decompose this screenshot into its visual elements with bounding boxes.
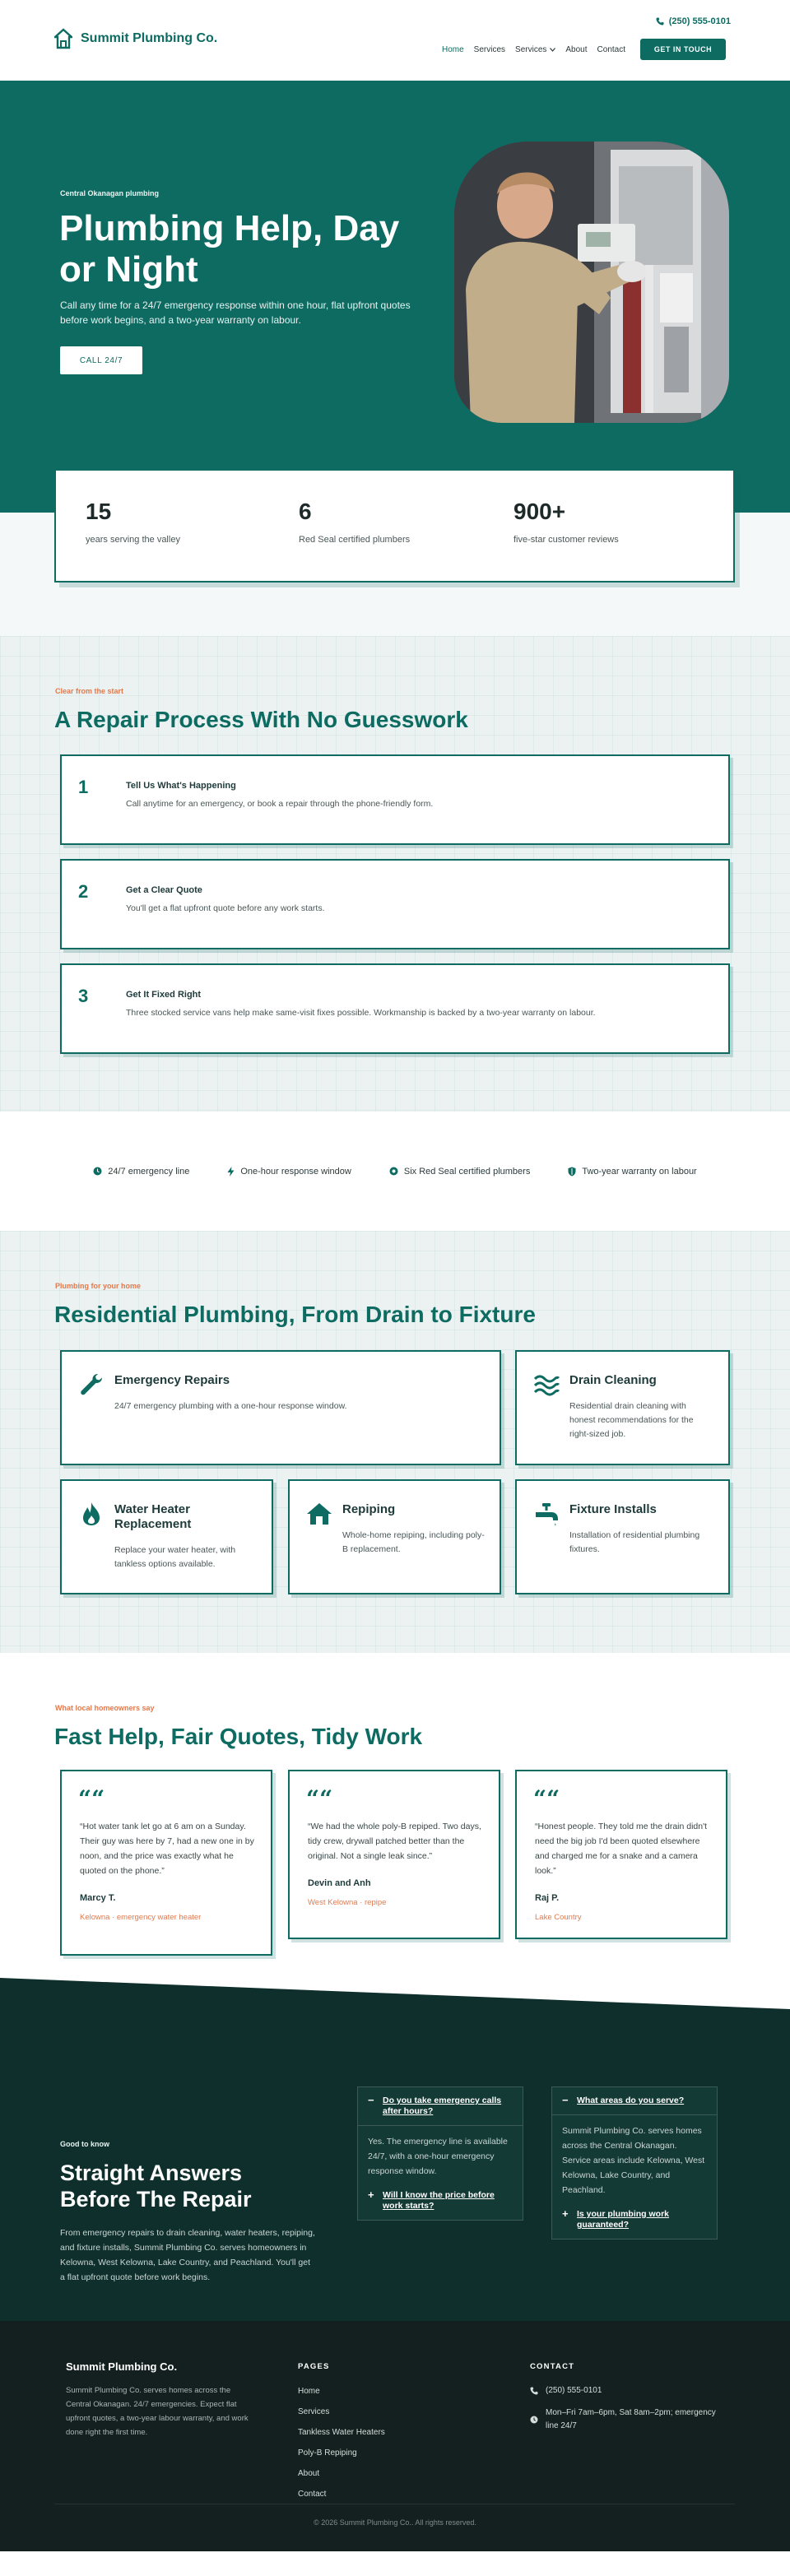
main-nav (442, 45, 625, 54)
plumber-illustration (454, 142, 729, 423)
stat-plumbers (299, 499, 410, 545)
process-kicker: Clear from the start (55, 687, 124, 695)
nav-contact[interactable]: Contact (597, 45, 625, 54)
plus-icon: + (368, 2188, 374, 2201)
feature-label: Six Red Seal certified plumbers (403, 1166, 531, 1177)
footer-brand: Summit Plumbing Co. (66, 2360, 178, 2373)
service-text: Installation of residential plumbing fixtures. (569, 1530, 700, 1554)
feature-label: Two-year warranty on labour (582, 1166, 697, 1177)
stat-number: 6 (299, 499, 312, 524)
faq-question-text: Will I know the price before work starts? (383, 2190, 495, 2211)
testimonial-meta: Lake Country (535, 1913, 582, 1922)
services-title: Residential Plumbing, From Drain to Fixture (54, 1302, 536, 1327)
faq-item[interactable] (357, 2086, 523, 2188)
nav-services[interactable]: Services (473, 45, 506, 54)
testimonial-quote: “We had the whole poly-B repiped. Two days, tidy crew, drywall patched better than the original. Not a single leak since.” (308, 1822, 481, 1861)
house-icon (306, 1501, 332, 1527)
testimonials-kicker: What local homeowners say (55, 1704, 155, 1712)
footer-about: Summit Plumbing Co. serves homes across the Central Okanagan. 24/7 emergencies. Expect flat upfront quotes, a two-year labour warranty, and work done right the first time. (66, 2386, 249, 2437)
footer-link-contact[interactable]: Contact (298, 2490, 327, 2499)
service-card-repiping[interactable] (288, 1479, 501, 1594)
services-kicker: Plumbing for your home (55, 1282, 142, 1290)
service-card-water-heater[interactable] (60, 1479, 273, 1594)
step-title: Tell Us What's Happening (126, 781, 236, 791)
nav-services-dropdown-label: Services (515, 45, 547, 54)
phone-icon (530, 2387, 538, 2395)
hero-section (0, 81, 790, 513)
testimonials-title: Fast Help, Fair Quotes, Tidy Work (54, 1724, 423, 1749)
footer-pages-heading: PAGES (298, 2362, 330, 2371)
stats-card (54, 469, 735, 583)
services-section (0, 1231, 790, 1653)
footer-hours (530, 2407, 727, 2433)
hero-kicker: Central Okanagan plumbing (60, 189, 160, 197)
stats-section (0, 499, 790, 636)
faq-item[interactable] (551, 2201, 718, 2239)
footer-link-services[interactable]: Services (298, 2407, 330, 2416)
chevron-down-icon (550, 48, 555, 52)
step-text: You'll get a flat upfront quote before any work starts. (126, 903, 325, 913)
feature-label: One-hour response window (240, 1166, 351, 1177)
service-text: Residential drain cleaning with honest recommendations for the right-sized job. (569, 1401, 694, 1439)
step-text: Three stocked service vans help make same-visit fixes possible. Workmanship is backed by a two-year warranty on labour. (126, 1008, 596, 1018)
faq-question[interactable] (552, 2201, 717, 2239)
plus-icon: + (562, 2207, 569, 2220)
faq-question-text: Is your plumbing work guaranteed? (577, 2209, 670, 2230)
service-title: Fixture Installs (569, 1502, 657, 1516)
service-card-fixtures[interactable] (515, 1479, 730, 1594)
service-text: 24/7 emergency plumbing with a one-hour response window. (114, 1401, 347, 1411)
faq-question-text: What areas do you serve? (577, 2096, 685, 2105)
bolt-icon (227, 1167, 235, 1177)
service-text: Replace your water heater, with tankless options available. (114, 1545, 236, 1569)
process-step (60, 754, 730, 845)
feature-item (227, 1167, 351, 1177)
testimonials-section (0, 1653, 790, 2019)
badge-icon (389, 1167, 398, 1176)
footer-phone-link[interactable] (530, 2384, 602, 2397)
step-number: 3 (78, 986, 89, 1006)
faq-answer: Yes. The emergency line is available 24/7, with a one-hour emergency response window. (358, 2125, 523, 2187)
phone-icon (656, 17, 664, 26)
footer-contact-heading: CONTACT (530, 2362, 575, 2371)
testimonial-card (60, 1770, 272, 1956)
site-header (0, 0, 790, 81)
stat-label: years serving the valley (86, 535, 180, 545)
testimonial-meta: West Kelowna · repipe (308, 1898, 387, 1907)
testimonial-card (515, 1770, 727, 1939)
faq-title: Straight Answers Before The Repair (60, 2161, 252, 2212)
section-divider (0, 1978, 790, 2021)
nav-home[interactable]: Home (441, 45, 464, 54)
faq-question-text: Do you take emergency calls after hours? (383, 2096, 502, 2116)
testimonial-quote: “Honest people. They told me the drain didn't need the big job I'd been quoted elsewhere and charged me for a snake and a camera look.” (535, 1822, 708, 1876)
service-title: Repiping (342, 1502, 396, 1516)
faq-question[interactable] (552, 2087, 717, 2114)
stat-label: five-star customer reviews (514, 535, 619, 545)
copyright: © 2026 Summit Plumbing Co.. All rights reserved. (314, 2518, 476, 2527)
call-button[interactable]: CALL 24/7 (60, 346, 142, 374)
faq-question[interactable] (358, 2087, 523, 2125)
testimonial-author: Raj P. (535, 1893, 560, 1903)
footer-link-tankless[interactable]: Tankless Water Heaters (298, 2428, 385, 2437)
get-in-touch-button[interactable]: GET IN TOUCH (640, 39, 726, 60)
stat-number: 15 (86, 499, 112, 524)
testimonial-meta: Kelowna · emergency water heater (80, 1913, 202, 1922)
feature-item (389, 1167, 530, 1177)
testimonial-author: Marcy T. (80, 1893, 116, 1903)
hero-title: Plumbing Help, Day or Night (59, 208, 400, 290)
feature-item (568, 1167, 696, 1177)
hero-photo-plumber (454, 142, 729, 423)
service-title: Emergency Repairs (114, 1373, 230, 1387)
faq-description: From emergency repairs to drain cleaning, water heaters, repiping, and fixture installs, Summit Plumbing Co. serves homeowners in Kelowna, West Kelowna, Lake Country, and Peachland. You'll get a flat upfront quote before work begins. (60, 2228, 315, 2282)
testimonial-quote: “Hot water tank let go at 6 am on a Sunday. Their guy was here by 7, had a new one in by noon, and the price was exactly what he quoted on the phone.” (80, 1822, 254, 1876)
house-logo-icon (54, 28, 72, 49)
footer-phone-text: (250) 555-0101 (546, 2386, 602, 2395)
faq-section (0, 2019, 790, 2321)
footer-hours-text: Mon–Fri 7am–6pm, Sat 8am–2pm; emergency line 24/7 (546, 2408, 716, 2430)
step-title: Get It Fixed Right (126, 990, 202, 1000)
footer-link-poly-b[interactable]: Poly-B Repiping (298, 2448, 357, 2458)
process-section (0, 636, 790, 1112)
faq-item[interactable] (551, 2086, 718, 2207)
wrench-icon (78, 1372, 105, 1398)
brand-name: Summit Plumbing Co. (81, 31, 218, 45)
quote-icon: ““ (306, 1785, 333, 1812)
clock-icon (530, 2416, 538, 2424)
service-title: Drain Cleaning (569, 1373, 657, 1387)
testimonial-card (288, 1770, 500, 1939)
stat-label: Red Seal certified plumbers (299, 535, 411, 545)
feature-item (93, 1167, 189, 1177)
shield-icon (568, 1167, 576, 1177)
service-title: Water Heater Replacement (114, 1502, 192, 1531)
footer-link-home[interactable]: Home (298, 2387, 320, 2396)
process-step (60, 859, 730, 949)
flame-icon (78, 1501, 105, 1527)
faq-item[interactable] (357, 2182, 523, 2221)
nav-about[interactable]: About (565, 45, 588, 54)
quote-icon: ““ (533, 1785, 560, 1812)
step-text: Call anytime for an emergency, or book a repair through the phone-friendly form. (126, 799, 434, 809)
step-title: Get a Clear Quote (126, 885, 202, 895)
process-step (60, 963, 730, 1054)
header-phone-text: (250) 555-0101 (668, 16, 731, 26)
process-title: A Repair Process With No Guesswork (54, 707, 468, 732)
stat-reviews (514, 499, 619, 545)
faucet-icon (533, 1501, 560, 1527)
nav-services-dropdown[interactable] (515, 45, 555, 54)
footer-link-about[interactable]: About (298, 2469, 320, 2478)
faq-question[interactable] (358, 2182, 523, 2220)
quote-icon: ““ (78, 1785, 105, 1812)
header-phone-link[interactable] (656, 16, 731, 26)
faq-answer: Summit Plumbing Co. serves homes across the Central Okanagan. Service areas include Kelowna, West Kelowna, Lake Country, and Peachland. (552, 2114, 717, 2206)
service-text: Whole-home repiping, including poly-B replacement. (342, 1530, 485, 1554)
stat-years (86, 499, 180, 545)
testimonial-author: Devin and Anh (308, 1878, 371, 1888)
minus-icon: − (562, 2094, 569, 2106)
service-card-emergency[interactable] (60, 1350, 501, 1465)
waves-icon (533, 1372, 560, 1398)
faq-kicker: Good to know (60, 2140, 109, 2148)
stat-number: 900+ (514, 499, 566, 524)
logo[interactable] (54, 28, 217, 49)
step-number: 2 (78, 881, 89, 902)
feature-label: 24/7 emergency line (108, 1166, 190, 1177)
minus-icon: − (368, 2094, 374, 2106)
site-footer (0, 2321, 790, 2551)
clock-icon (93, 1167, 102, 1176)
step-number: 1 (78, 777, 89, 797)
service-card-drain[interactable] (515, 1350, 730, 1465)
hero-subtitle: Call any time for a 24/7 emergency response within one hour, flat upfront quotes before work begins, and a two-year warranty on labour. (60, 299, 411, 326)
features-band (0, 1112, 790, 1231)
